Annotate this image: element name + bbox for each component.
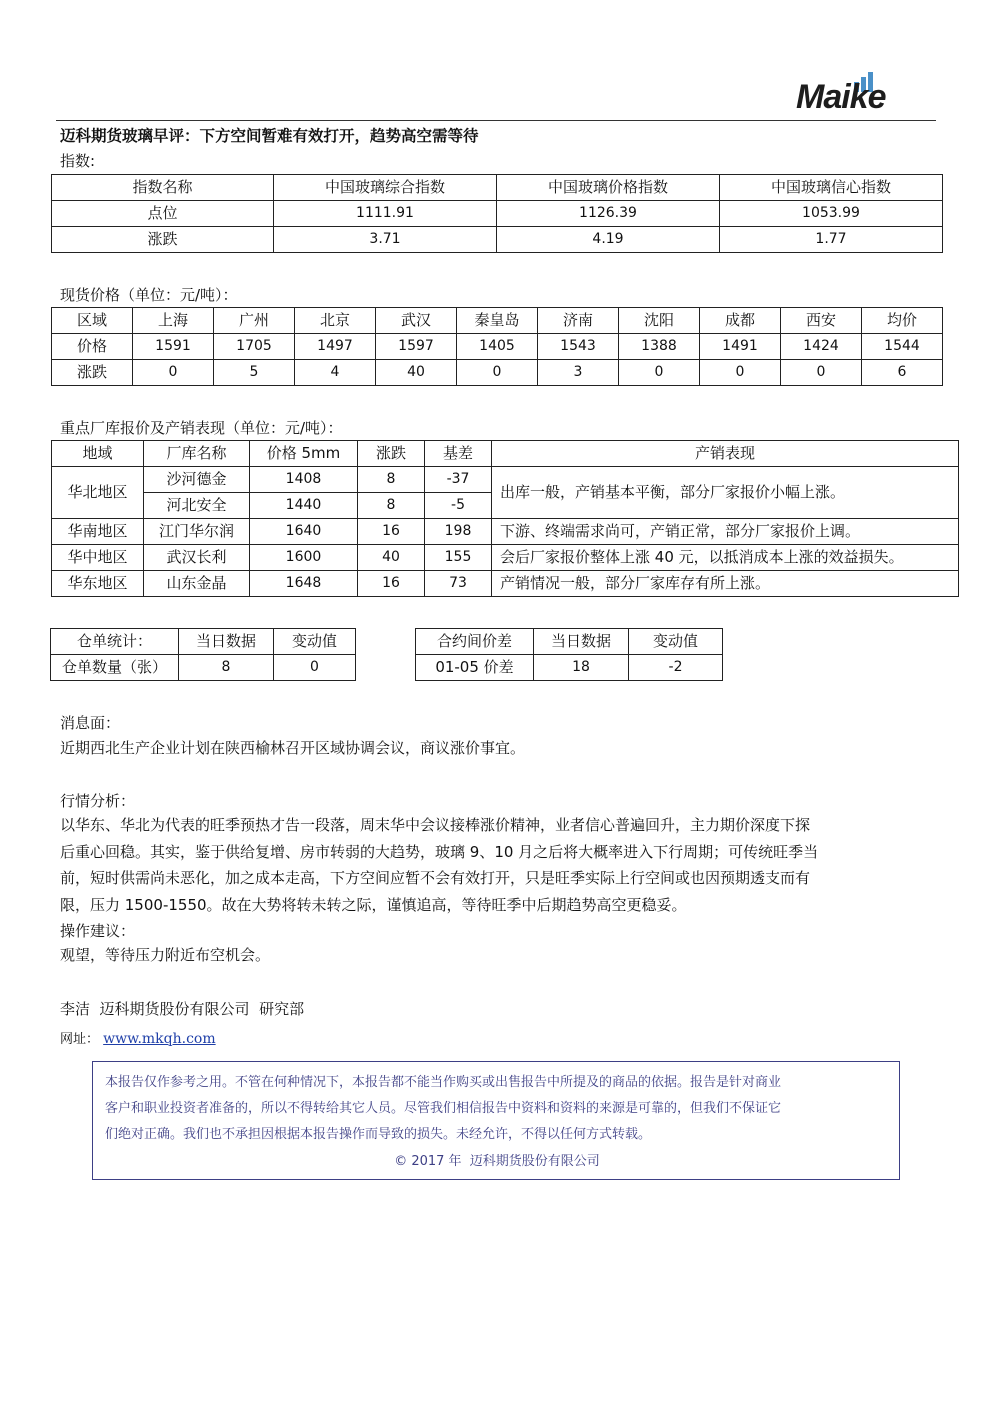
table-cell: 华东地区: [52, 571, 144, 597]
table-cell: 1597: [376, 334, 457, 360]
table-cell: 1591: [133, 334, 214, 360]
table-cell: 沙河德金: [144, 467, 250, 493]
disclaimer-line: 们绝对正确。我们也不承担因根据本报告操作而导致的损失。未经允许，不得以任何方式转载。: [105, 1127, 652, 1142]
table-row: [416, 655, 723, 681]
table-cell: 涨跌: [52, 360, 133, 386]
analysis-line: 前，短时供需尚未恶化，加之成本走高，下方空间应暂不会有效打开，只是旺季实际上行空间或也因预期透支而有: [60, 869, 811, 887]
warehouse-receipt-table: [50, 628, 356, 681]
table-cell: 武汉: [376, 308, 457, 334]
factory-section-label: 重点厂库报价及产销表现（单位：元/吨）：: [60, 419, 343, 437]
table-cell: 秦皇岛: [457, 308, 538, 334]
table-row: [52, 201, 943, 227]
advice-heading: 操作建议：: [60, 922, 136, 940]
factory-table: [51, 440, 959, 597]
table-cell: 1405: [457, 334, 538, 360]
table-cell: 4: [295, 360, 376, 386]
table-cell: 3.71: [274, 227, 497, 253]
table-cell: 成都: [700, 308, 781, 334]
table-cell: 华中地区: [52, 545, 144, 571]
table-cell: 产销情况一般，部分厂家库存有所上涨。: [492, 571, 959, 597]
table-cell: 沈阳: [619, 308, 700, 334]
header-divider: [56, 120, 936, 121]
table-cell: 1600: [250, 545, 358, 571]
spot-section-label: 现货价格（单位：元/吨）：: [60, 286, 238, 304]
table-cell: 8: [358, 493, 425, 519]
table-cell: 1388: [619, 334, 700, 360]
table-header-cell: 当日数据: [179, 629, 274, 655]
table-cell: 均价: [862, 308, 943, 334]
table-cell: 1424: [781, 334, 862, 360]
table-header-cell: 变动值: [629, 629, 723, 655]
table-cell: 0: [274, 655, 356, 681]
table-cell: 1491: [700, 334, 781, 360]
disclaimer-box: [92, 1061, 900, 1180]
disclaimer-line: 本报告仅作参考之用。不管在何种情况下，本报告都不能当作购买或出售报告中所提及的商品的依据。报告是针对商业: [105, 1075, 782, 1090]
table-cell: 01-05 价差: [416, 655, 534, 681]
table-cell: 西安: [781, 308, 862, 334]
table-cell: 广州: [214, 308, 295, 334]
report-title: 迈科期货玻璃早评：下方空间暂难有效打开，趋势高空需等待: [60, 127, 479, 145]
table-cell: 区域: [52, 308, 133, 334]
table-cell: 华北地区: [52, 467, 144, 519]
spot-price-table: [51, 307, 943, 386]
table-header-cell: 合约间价差: [416, 629, 534, 655]
news-heading: 消息面：: [60, 714, 121, 732]
analysis-body: [60, 812, 940, 918]
table-cell: 济南: [538, 308, 619, 334]
table-cell: 1408: [250, 467, 358, 493]
advice-text: 观望，等待压力附近布空机会。: [60, 946, 271, 964]
table-cell: 4.19: [497, 227, 720, 253]
table-cell: 0: [700, 360, 781, 386]
table-cell: 上海: [133, 308, 214, 334]
table-cell: 0: [619, 360, 700, 386]
table-cell: 1648: [250, 571, 358, 597]
table-cell: 河北安全: [144, 493, 250, 519]
table-header-cell: 涨跌: [358, 441, 425, 467]
table-cell: 点位: [52, 201, 274, 227]
table-cell: 北京: [295, 308, 376, 334]
table-cell: 0: [781, 360, 862, 386]
table-cell: 0: [133, 360, 214, 386]
table-cell: 出库一般，产销基本平衡，部分厂家报价小幅上涨。: [492, 467, 959, 519]
table-row: [52, 334, 943, 360]
table-cell: 下游、终端需求尚可，产销正常，部分厂家报价上调。: [492, 519, 959, 545]
table-cell: 1440: [250, 493, 358, 519]
table-row: [52, 175, 943, 201]
table-row: [52, 360, 943, 386]
table-cell: 16: [358, 571, 425, 597]
table-header-cell: 中国玻璃价格指数: [497, 175, 720, 201]
table-cell: 仓单数量（张）: [51, 655, 179, 681]
website-line: [60, 1028, 216, 1047]
table-row: [51, 655, 356, 681]
table-cell: 1.77: [720, 227, 943, 253]
table-cell: -37: [425, 467, 492, 493]
table-row: [52, 519, 959, 545]
analysis-line: 限，压力 1500-1550。故在大势将转未转之际，谨慎追高，等待旺季中后期趋势高空更稳妥。: [60, 895, 687, 914]
analysis-line: 以华东、华北为代表的旺季预热才告一段落，周末华中会议接棒涨价精神，业者信心普遍回升，主力期价深度下探: [60, 816, 811, 834]
table-cell: 1705: [214, 334, 295, 360]
table-cell: 1640: [250, 519, 358, 545]
table-cell: 1544: [862, 334, 943, 360]
table-cell: 40: [358, 545, 425, 571]
table-cell: -2: [629, 655, 723, 681]
table-cell: 价格: [52, 334, 133, 360]
logo-text: Maike: [796, 78, 886, 116]
table-cell: 16: [358, 519, 425, 545]
table-header-cell: 中国玻璃综合指数: [274, 175, 497, 201]
table-cell: 涨跌: [52, 227, 274, 253]
table-header-cell: 仓单统计：: [51, 629, 179, 655]
index-section-label: 指数:: [60, 152, 96, 170]
table-cell: 3: [538, 360, 619, 386]
table-header-cell: 价格 5mm: [250, 441, 358, 467]
table-header-cell: 变动值: [274, 629, 356, 655]
table-cell: 73: [425, 571, 492, 597]
table-cell: 155: [425, 545, 492, 571]
table-header-cell: 基差: [425, 441, 492, 467]
table-cell: 18: [534, 655, 629, 681]
disclaimer-line: 客户和职业投资者准备的，所以不得转给其它人员。尽管我们相信报告中资料和资料的来源是可靠的，但我们不保证它: [105, 1101, 782, 1116]
analysis-line: 后重心回稳。其实，鉴于供给复增、房市转弱的大趋势，玻璃 9、10 月之后将大概率进入下行周期；可传统旺季当: [60, 842, 819, 861]
table-cell: 1543: [538, 334, 619, 360]
table-row: [52, 545, 959, 571]
table-header-cell: 指数名称: [52, 175, 274, 201]
table-cell: 江门华尔润: [144, 519, 250, 545]
table-cell: 8: [358, 467, 425, 493]
table-cell: 40: [376, 360, 457, 386]
table-cell: 6: [862, 360, 943, 386]
website-label: 网址：: [60, 1032, 100, 1047]
table-cell: 8: [179, 655, 274, 681]
table-header-cell: 当日数据: [534, 629, 629, 655]
copyright-notice: © 2017 年 迈科期货股份有限公司: [394, 1154, 600, 1169]
table-cell: 武汉长利: [144, 545, 250, 571]
table-cell: 1053.99: [720, 201, 943, 227]
table-row: [52, 571, 959, 597]
table-row: [416, 629, 723, 655]
news-text: 近期西北生产企业计划在陕西榆林召开区域协调会议，商议涨价事宜。: [60, 739, 526, 757]
table-row: [52, 467, 959, 493]
table-row: [52, 441, 959, 467]
table-row: [52, 227, 943, 253]
table-cell: 山东金晶: [144, 571, 250, 597]
analysis-heading: 行情分析：: [60, 792, 136, 810]
table-cell: 5: [214, 360, 295, 386]
table-cell: -5: [425, 493, 492, 519]
table-cell: 会后厂家报价整体上涨 40 元，以抵消成本上涨的效益损失。: [492, 545, 959, 571]
company-logo: [788, 66, 938, 122]
table-header-cell: 产销表现: [492, 441, 959, 467]
table-row: [52, 308, 943, 334]
table-cell: 1497: [295, 334, 376, 360]
table-header-cell: 地域: [52, 441, 144, 467]
table-header-cell: 中国玻璃信心指数: [720, 175, 943, 201]
index-table: [51, 174, 943, 253]
table-cell: 华南地区: [52, 519, 144, 545]
table-cell: 1126.39: [497, 201, 720, 227]
contract-spread-table: [415, 628, 723, 681]
website-link[interactable]: www.mkqh.com: [103, 1031, 216, 1047]
table-cell: 0: [457, 360, 538, 386]
table-row: [51, 629, 356, 655]
table-header-cell: 厂库名称: [144, 441, 250, 467]
disclaimer-text: [105, 1070, 890, 1148]
table-cell: 1111.91: [274, 201, 497, 227]
table-cell: 198: [425, 519, 492, 545]
author-line: 李洁 迈科期货股份有限公司 研究部: [60, 1000, 305, 1018]
